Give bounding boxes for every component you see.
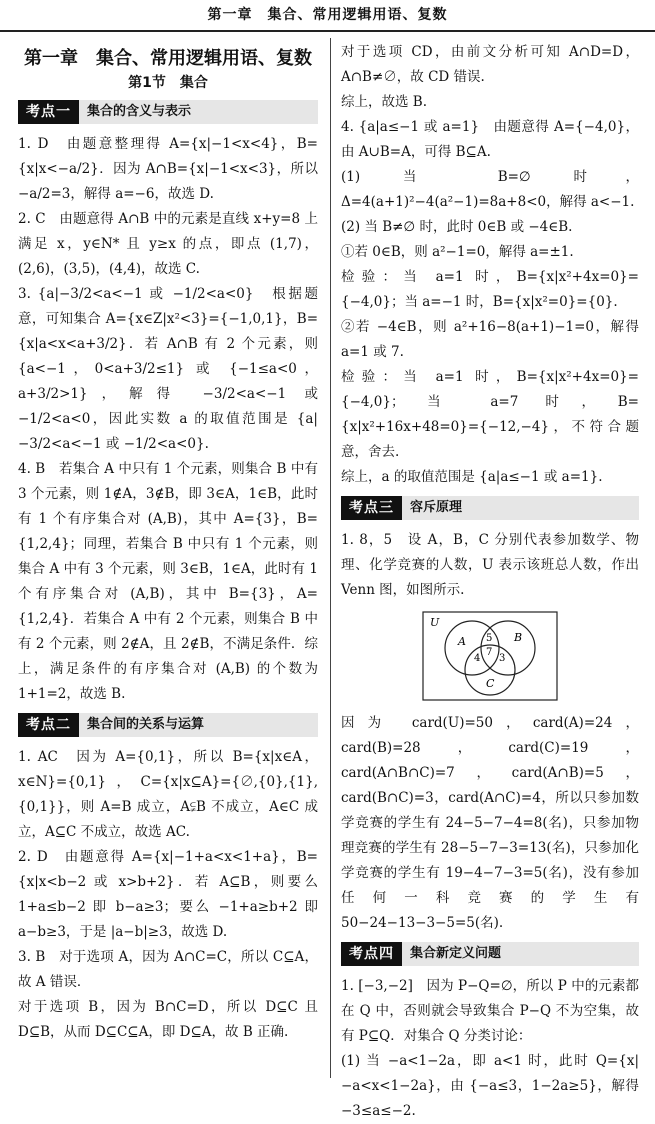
venn-diagram xyxy=(422,611,558,701)
kaodian4-tag: 考点四 xyxy=(341,942,402,966)
kaodian2-heading xyxy=(18,713,318,737)
k4-answer-1b: (1) 当 −a<1−2a，即 a<1 时，此时 Q={x|−a<x<1−2a}，由 {−a≤3，1−2a≥5}，解得 −3≤a≤−2. xyxy=(341,1053,639,1119)
right-column xyxy=(341,40,639,1119)
k2-answer-3b: 对于选项 B，因为 B∩C=D，所以 D⊆C 且 D⊆B，从而 D⊆C⊆A，即 D⊆A，故 B 正确. xyxy=(18,999,318,1040)
k1-answer-1: 1. D 由题意整理得 A={x|−1<x<4}，B={x|x<−a/2}．因为 A∩B={x|−1<x<3}，所以 −a/2=3，解得 a=−6，故选 D. xyxy=(18,136,318,202)
venn-value-bc: 3 xyxy=(499,653,506,664)
page-header xyxy=(0,0,655,32)
header-title: 第一章 集合、常用逻辑用语、复数 xyxy=(207,7,448,23)
r-para-10: 综上，a 的取值范围是 {a|a≤−1 或 a=1}. xyxy=(341,469,603,485)
kaodian2-title: 集合间的关系与运算 xyxy=(87,717,205,732)
k1-answer-3: 3. {a|−3/2<a<−1 或 −1/2<a<0} 根据题意，可知集合 A={x∈Z|x²<3}={−1,0,1}，B={x|a<x<a+3/2}．若 A∩B 有 2 个元素，则 {a<−1，0<a+3/2≤1} 或 {−1≤a<0，a+3/2>1}，解得 −3/2<a<−1 或 −1/2<a<0，因此实数 a 的取值范围是 {a|−3/2<a<−1 或 −1/2<a<0}. xyxy=(18,286,318,452)
k1-answer-4: 4. B 若集合 A 中只有 1 个元素，则集合 B 中有 3 个元素，则 1∉A，3∉B，即 3∈A，1∈B，此时有 1 个有序集合对 (A,B)，其中 A={3}，B={1,2,4}；同理，若集合 B 中只有 1 个元素，则集合 A 中有 3 个元素，则 3∈B，1∈A，此时有 1 个有序集合对 (A,B)，其中 B={3}，A={1,2,4}．若集合 A 中有 2 个元素，则集合 B 中有 2 个元素，则 2∉A，且 2∉B，不满足条件．综上，满足条件的有序集合对 (A,B) 的个数为 1+1=2，故选 B. xyxy=(18,461,318,702)
k4-answer-1: 1. [−3,−2] 因为 P−Q=∅，所以 P 中的元素都在 Q 中，否则就会导致集合 P−Q 不为空集，故有 P⊆Q．对集合 Q 分类讨论： xyxy=(341,978,639,1044)
k1-answer-2: 2. C 由题意得 A∩B 中的元素是直线 x+y=8 上满足 x，y∈N* 且 y≥x 的点，即点 (1,7)，(2,6)，(3,5)，(4,4)，故选 C. xyxy=(18,211,318,277)
venn-label-b: B xyxy=(514,631,523,644)
k2-answer-2: 2. D 由题意得 A={x|−1+a<x<1+a}，B={x|x<b−2 或 x>b+2}．若 A⊆B，则要么 1+a≤b−2 即 b−a≥3；要么 −1+a≥b+2 即 a−b≥3，于是 |a−b|≥3，故选 D. xyxy=(18,849,318,940)
r-para-5: (2) 当 B≠∅ 时，此时 0∈B 或 −4∈B. xyxy=(341,219,573,235)
r-para-3: 4. {a|a≤−1 或 a=1} 由题意得 A={−4,0}，由 A∪B=A，可得 B⊆A. xyxy=(341,119,639,160)
k3-intro: 1. 8，5 设 A，B，C 分别代表参加数学、物理、化学竞赛的人数，U 表示该班总人数，作出 Venn 图，如图所示. xyxy=(341,532,639,598)
kaodian4-title: 集合新定义问题 xyxy=(410,946,502,961)
r-para-7: 检验：当 a=1 时，B={x|x²+4x=0}={−4,0}；当 a=−1 时，B={x|x²=0}={0}. xyxy=(341,269,639,310)
venn-value-abc: 7 xyxy=(486,647,493,658)
chapter-title: 第一章 集合、常用逻辑用语、复数 xyxy=(24,48,312,69)
section-title: 第1节 集合 xyxy=(128,75,208,91)
venn-value-ab: 5 xyxy=(486,633,493,644)
left-column xyxy=(18,40,318,1080)
venn-value-ac: 4 xyxy=(474,653,481,664)
r-para-4: (1) 当 B=∅ 时，Δ=4(a+1)²−4(a²−1)=8a+8<0，解得 a<−1. xyxy=(341,169,639,210)
r-para-1: 对于选项 CD，由前文分析可知 A∩D=D，A∩B≠∅，故 CD 错误. xyxy=(341,44,639,85)
kaodian1-heading xyxy=(18,100,318,124)
k2-answer-3: 3. B 对于选项 A，因为 A∩C=C，所以 C⊆A，故 A 错误． xyxy=(18,949,318,990)
kaodian4-heading xyxy=(341,942,639,966)
r-para-9: 检验：当 a=1 时，B={x|x²+4x=0}={−4,0}；当 a=7 时，B={x|x²+16x+48=0}={−12,−4}，不符合题意，舍去. xyxy=(341,369,639,460)
column-divider xyxy=(330,38,331,1078)
k2-answer-1: 1. AC 因为 A={0,1}，所以 B={x|x∈A，x∈N}={0,1}，C={x|x⊆A}={∅,{0},{1},{0,1}}，则 A=B 成立，A⫋B 不成立，A∈C 成立，A⊆C 不成立，故选 AC. xyxy=(18,749,318,840)
kaodian1-tag: 考点一 xyxy=(18,100,79,124)
k3-explanation: 因为 card(U)=50，card(A)=24，card(B)=28，card(C)=19，card(A∩B∩C)=7，card(A∩B)=5，card(B∩C)=3，card(A∩C)=4，所以只参加数学竞赛的学生有 24−5−7−4=8(名)，只参加物理竞赛的学生有 28−5−7−3=13(名)，只参加化学竞赛的学生有 19−4−7−3=5(名)，没有参加任何一科竞赛的学生有 50−24−13−3−5=5(名). xyxy=(341,715,639,931)
kaodian3-tag: 考点三 xyxy=(341,496,402,520)
venn-label-a: A xyxy=(458,635,466,648)
venn-label-u: U xyxy=(430,616,440,629)
venn-label-c: C xyxy=(486,677,495,690)
kaodian2-tag: 考点二 xyxy=(18,713,79,737)
r-para-6: ①若 0∈B，则 a²−1=0，解得 a=±1. xyxy=(341,244,574,260)
kaodian1-title: 集合的含义与表示 xyxy=(87,104,192,119)
r-para-8: ②若 −4∈B，则 a²+16−8(a+1)−1=0，解得 a=1 或 7. xyxy=(341,319,639,360)
kaodian3-title: 容斥原理 xyxy=(410,500,463,515)
r-para-2: 综上，故选 B. xyxy=(341,94,428,110)
kaodian3-heading xyxy=(341,496,639,520)
